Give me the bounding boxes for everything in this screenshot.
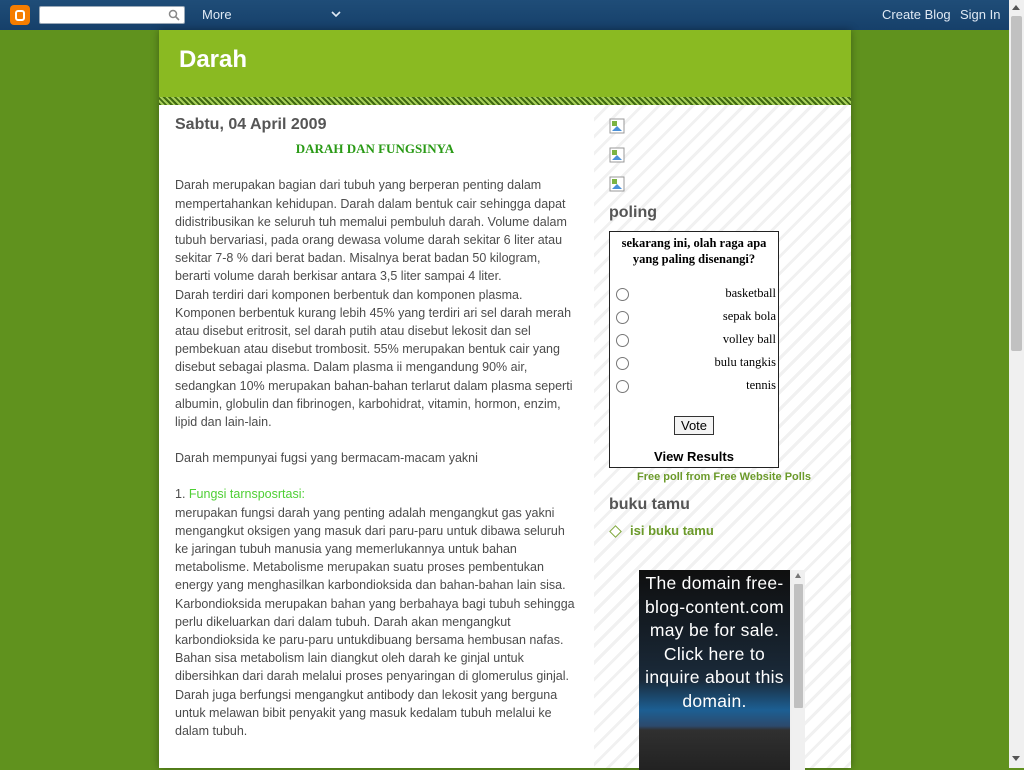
post-paragraph: Darah terdiri dari komponen berbentuk dan komponen plasma. Komponen berbentuk kurang lebih 45% yang terdiri ari sel darah merah atau disebut eritrosit, sel darah putih atau disebut lekosit dan sel pembekuan atau disebut trombosit. 55% merupakan bentuk cair yang disebut sebagai plasma. Dalam plasma ii mengandung 90% air, sedangkan 10% merupakan bahan-bahan terlarut dalam plasma seperti albumin, globulin dan fibrinogen, karbohidrat, vitamin, hormon, enzim, lipid dan lain-lain. <box>175 287 573 430</box>
ad-scrollbar[interactable] <box>792 570 805 770</box>
sign-in-link[interactable]: Sign In <box>960 7 1001 22</box>
domain-sale-ad[interactable]: The domain free-blog-content.com may be for sale. Click here to inquire about this domain. <box>639 570 790 770</box>
scroll-down-icon[interactable] <box>1012 756 1020 761</box>
blog-title[interactable]: Darah <box>179 46 248 73</box>
poll-option[interactable] <box>616 332 776 350</box>
header-divider <box>159 97 851 105</box>
post-paragraph: merupakan fungsi darah yang penting adalah mengangkut gas yakni mengangkut oksigen yang masuk dari paru-paru untuk dibawa seluruh ke jaringan tubuh manusia yang memerlukannya untuk bahan metabolisme. Metabolisme merupakan suatu proses pembentukan energy yang menghasilkan karbondioksida dan bahan-bahan lain sisa. Karbondioksida merupakan bahan yang berbahaya bagi tubuh sehingga perlu dikeluarkan dari dalam tubuh. Darah akan mengangkut karbondioksida ke paru-paru untukdibuang bersama hembusan nafas. Bahan sisa metabolism lain diangkut oleh darah ke ginjal untuk dibersihkan dari darah melalui proses penyaringan di glomerulus ginjal. Darah juga berfungsi mengangkut antibody dan lekosit yang berguna untuk melawan bibit penyakit yang masuk kedalam tubuh melalui ke dalam tubuh. <box>175 505 575 739</box>
view-results-link[interactable]: View Results <box>654 449 734 464</box>
broken-image-icon <box>609 118 625 134</box>
poll-option[interactable] <box>616 309 776 327</box>
chevron-down-icon[interactable] <box>330 8 342 20</box>
blogger-logo-icon[interactable] <box>10 5 30 25</box>
radio-button[interactable] <box>616 288 629 301</box>
window-scrollbar[interactable] <box>1009 0 1024 768</box>
poll-option-label: volley ball <box>722 332 776 346</box>
poll-option-label: bulu tangkis <box>714 355 776 369</box>
poll-credit-link[interactable]: Free poll from Free Website Polls <box>636 471 811 483</box>
blog-page <box>159 30 851 768</box>
scroll-thumb[interactable] <box>794 584 803 708</box>
radio-button[interactable] <box>616 357 629 370</box>
radio-button[interactable] <box>616 334 629 347</box>
poll-question: sekarang ini, olah raga apa yang paling disenangi? <box>621 236 767 266</box>
ad-frame <box>639 570 805 770</box>
list-heading-text: Fungsi tarnsposrtasi: <box>188 487 305 502</box>
search-input[interactable] <box>39 6 185 24</box>
blogger-navbar <box>0 0 1024 30</box>
search-icon[interactable] <box>168 9 180 21</box>
post-paragraph: Darah merupakan bagian dari tubuh yang berperan penting dalam mempertahankan kehidupan. Darah dalam bentuk cair sehingga dapat didistribusikan ke seluruh tuh memalui pembuluh darah. Volume dalam tubuh bervariasi, pada orang dewasa volume darah sekitar 6 liter atau sekitar 7-8 % dari berat badan. Misalnya berat badan 50 kilogram, berarti volume darah berkisar antara 3,5 liter sampai 4 liter. <box>175 178 567 284</box>
broken-image-icon <box>609 176 625 192</box>
scroll-up-icon[interactable] <box>1012 5 1020 10</box>
diamond-bullet-icon <box>609 525 622 538</box>
blog-header <box>159 30 851 98</box>
scroll-up-icon[interactable] <box>795 573 801 578</box>
broken-image-icon <box>609 147 625 163</box>
post-body <box>175 176 575 740</box>
poll-option[interactable] <box>616 355 776 373</box>
poll-option-label: basketball <box>725 286 776 300</box>
vote-button[interactable]: Vote <box>674 416 714 435</box>
poll-option[interactable] <box>616 378 776 396</box>
poll-widget <box>609 231 779 468</box>
poll-option-label: tennis <box>746 378 776 392</box>
create-blog-link[interactable]: Create Blog <box>882 7 951 22</box>
post-column <box>175 116 575 740</box>
more-menu[interactable]: More <box>202 7 232 22</box>
post-list-heading <box>175 485 575 503</box>
list-number: 1. <box>175 487 186 502</box>
guestbook-heading: buku tamu <box>609 496 690 513</box>
poll-option[interactable] <box>616 286 776 304</box>
radio-button[interactable] <box>616 380 629 393</box>
post-paragraph: Darah mempunyai fugsi yang bermacam-macam yakni <box>175 451 478 466</box>
scroll-thumb[interactable] <box>1011 16 1022 351</box>
poll-option-label: sepak bola <box>722 309 776 323</box>
poll-heading: poling <box>609 204 657 221</box>
post-date: Sabtu, 04 April 2009 <box>175 116 327 133</box>
radio-button[interactable] <box>616 311 629 324</box>
post-title: DARAH DAN FUNGSINYA <box>295 141 455 157</box>
sidebar <box>594 105 851 768</box>
guestbook-link[interactable]: isi buku tamu <box>630 523 714 538</box>
